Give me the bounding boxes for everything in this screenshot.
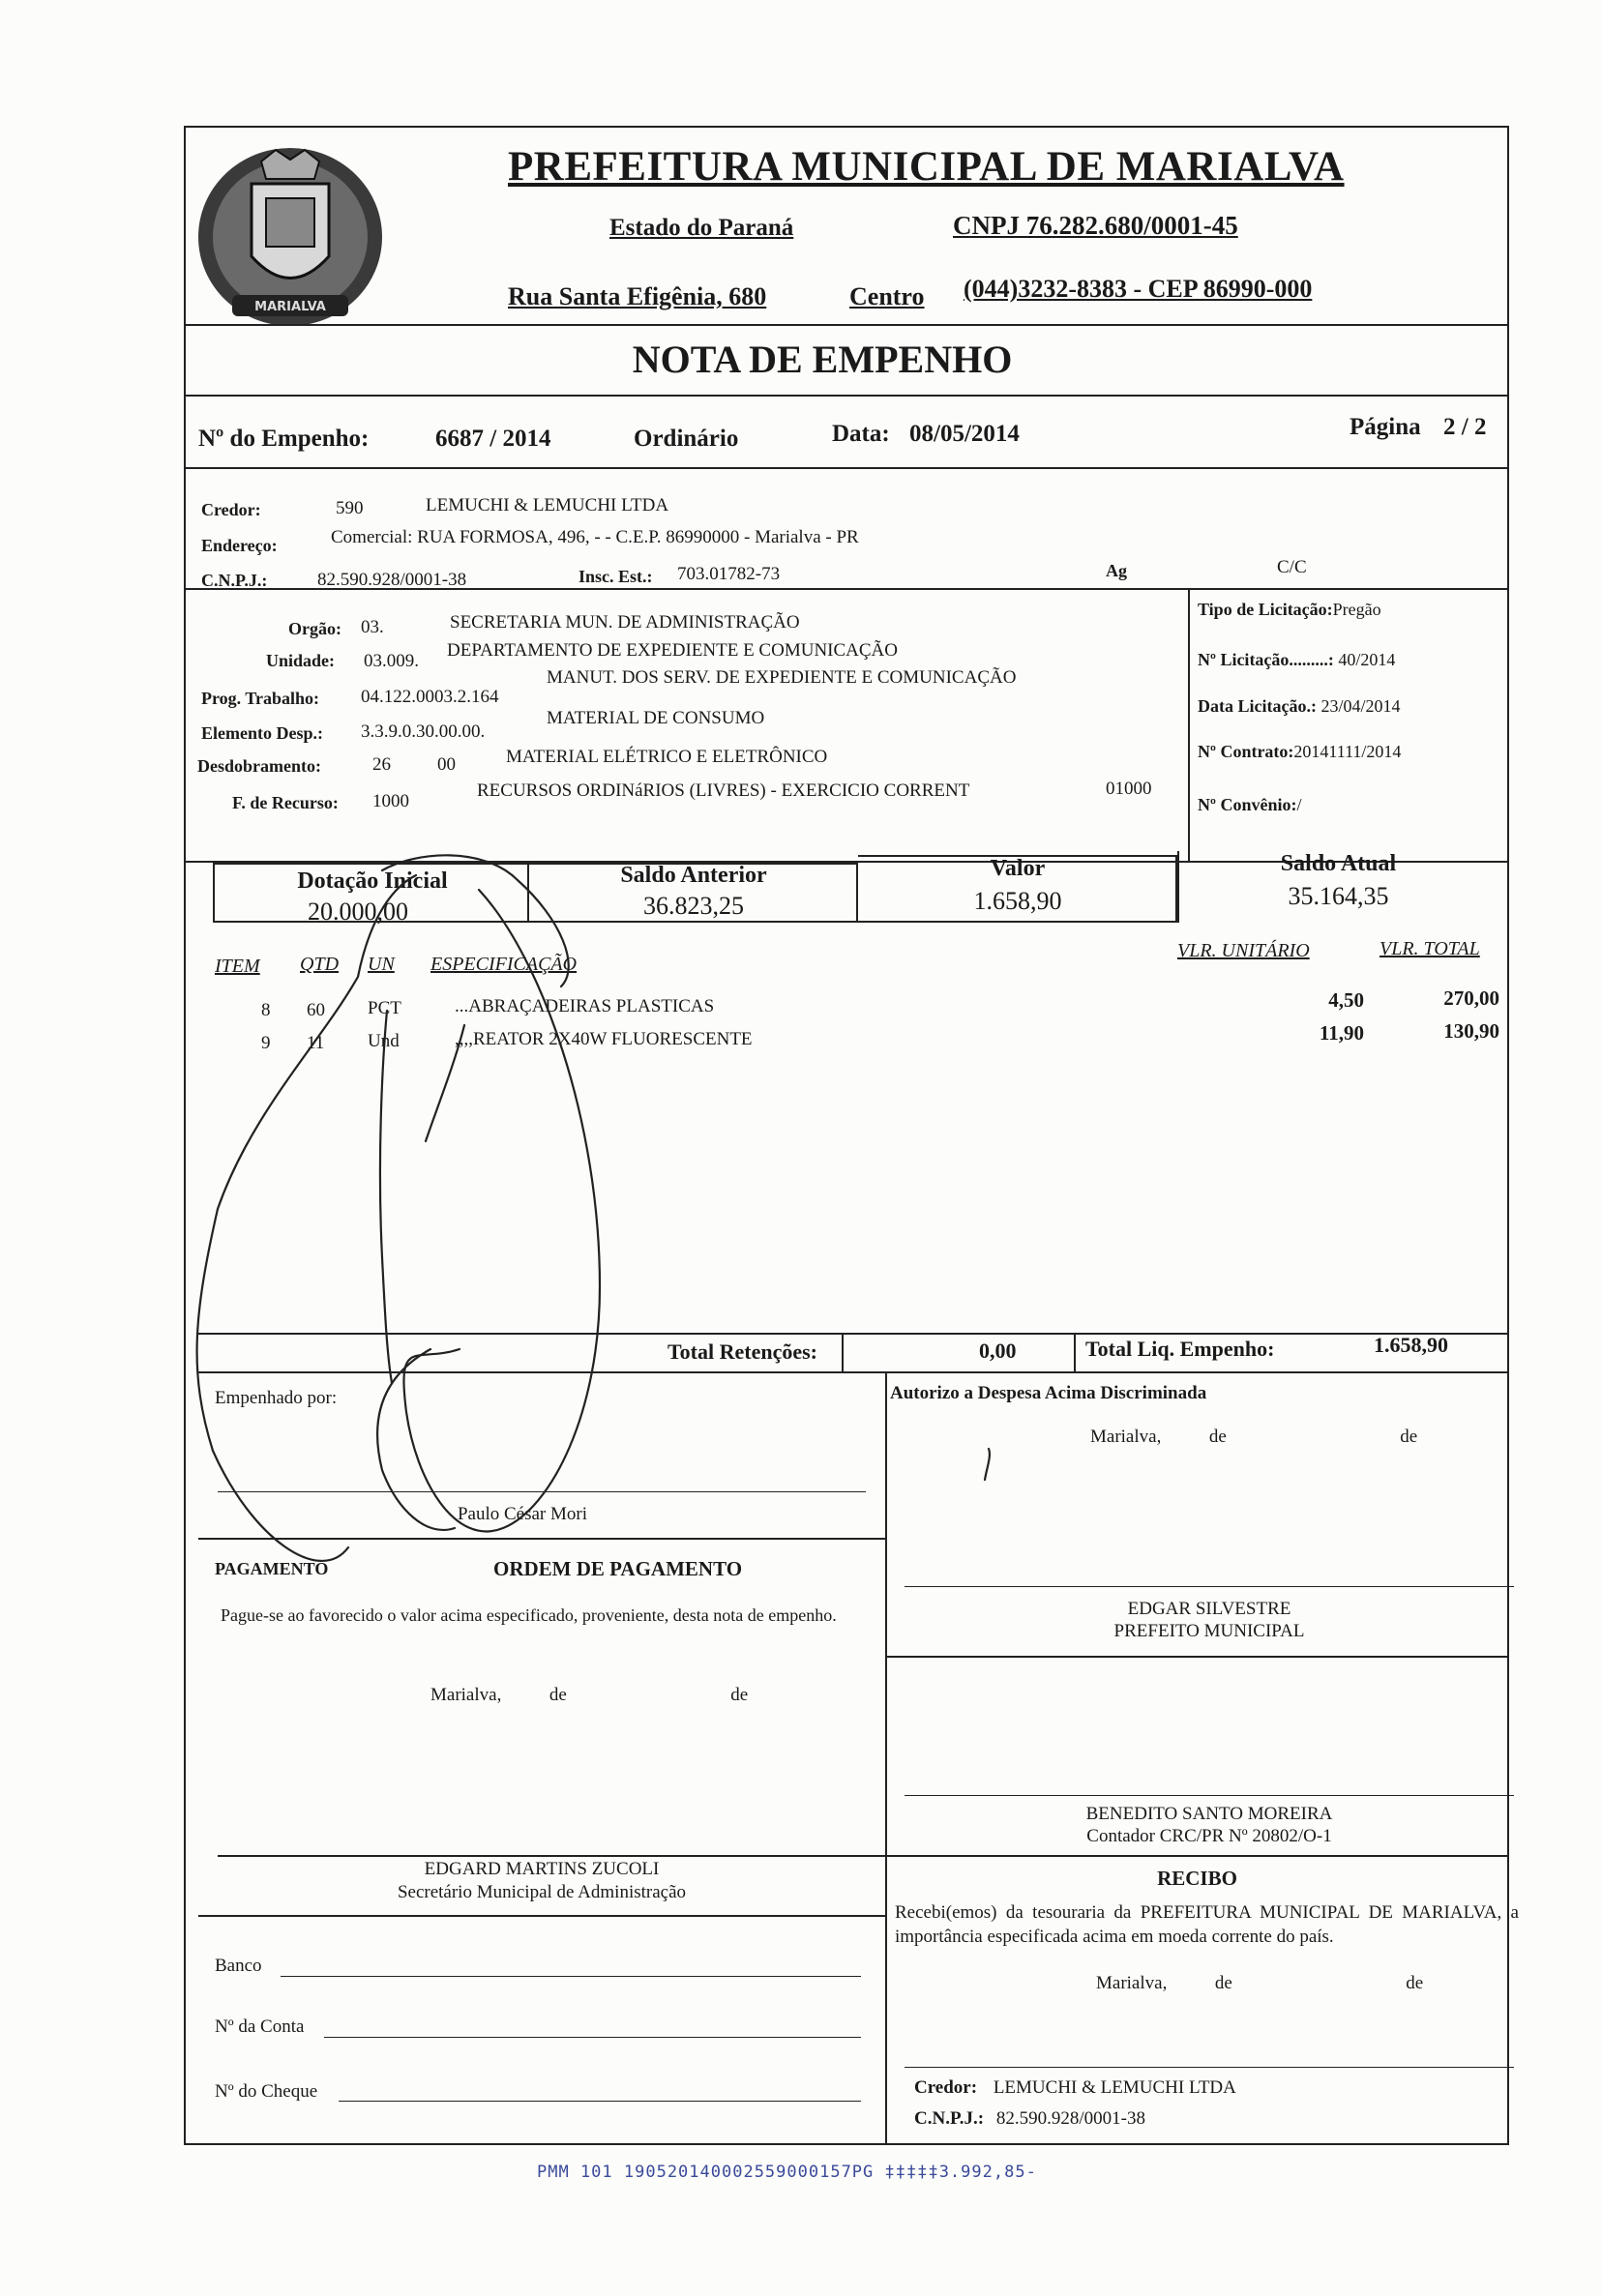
page-number: 2 / 2 bbox=[1443, 414, 1487, 440]
licitacao-convenio-value: / bbox=[1296, 795, 1302, 814]
item-unit-value: 4,50 bbox=[1328, 988, 1364, 1012]
secretario-title: Secretário Municipal de Administração bbox=[397, 1882, 687, 1902]
item-number: 9 bbox=[261, 1033, 271, 1053]
ordem-pagamento-label: ORDEM DE PAGAMENTO bbox=[493, 1557, 743, 1580]
header-cnpj: CNPJ 76.282.680/0001-45 bbox=[953, 211, 1238, 240]
header-state: Estado do Paraná bbox=[609, 215, 794, 241]
pague-text: Pague-se ao favorecido o valor acima especificado, proveniente, desta nota de empenho. bbox=[221, 1605, 837, 1625]
empenho-date: 08/05/2014 bbox=[909, 421, 1020, 447]
licitacao-data-value: 23/04/2014 bbox=[1320, 696, 1401, 716]
unidade-code: 03.009. bbox=[364, 651, 419, 671]
cheque-label: Nº do Cheque bbox=[215, 2081, 318, 2102]
col-item: ITEM bbox=[215, 956, 260, 977]
licitacao-num-label: Nº Licitação.........: bbox=[1198, 650, 1334, 669]
city-label: Marialva, bbox=[430, 1685, 502, 1705]
item-total-value: 130,90 bbox=[1443, 1019, 1499, 1043]
elemento-label: Elemento Desp.: bbox=[201, 723, 323, 743]
prog-label: Prog. Trabalho: bbox=[201, 689, 320, 708]
item-desc: ...ABRAÇADEIRAS PLASTICAS bbox=[455, 996, 715, 1016]
licitacao-contrato-value: 20141111/2014 bbox=[1293, 742, 1402, 761]
contador-name: BENEDITO SANTO MOREIRA bbox=[1085, 1804, 1333, 1824]
orgao-code: 03. bbox=[361, 617, 384, 637]
recibo-label: RECIBO bbox=[1157, 1867, 1237, 1890]
item-unit-value: 11,90 bbox=[1319, 1021, 1364, 1045]
valor-value: 1.658,90 bbox=[973, 887, 1062, 915]
recibo-cnpj bbox=[914, 2108, 1145, 2130]
item-qtd: 11 bbox=[307, 1033, 325, 1053]
secretario-name: EDGARD MARTINS ZUCOLI bbox=[424, 1859, 660, 1879]
empenho-date-label: Data: bbox=[832, 421, 890, 447]
document-title: NOTA DE EMPENHO bbox=[632, 338, 1013, 381]
licitacao-data-label: Data Licitação.: bbox=[1198, 696, 1317, 716]
ie-value: 703.01782-73 bbox=[677, 564, 781, 584]
prog-name: MANUT. DOS SERV. DE EXPEDIENTE E COMUNICAÇÃO bbox=[547, 667, 1017, 688]
item-qtd: 60 bbox=[307, 1000, 325, 1020]
prefeito-name: EDGAR SILVESTRE bbox=[1127, 1599, 1291, 1619]
col-vlr-unitario: VLR. UNITÁRIO bbox=[1177, 940, 1310, 961]
de-label: de bbox=[1400, 1427, 1418, 1447]
desdobramento-a: 26 bbox=[372, 754, 391, 775]
col-qtd: QTD bbox=[300, 954, 340, 975]
conta-label: Nº da Conta bbox=[215, 2016, 305, 2037]
recurso-name: RECURSOS ORDINáRIOS (LIVRES) - EXERCICIO CORRENT bbox=[477, 780, 970, 801]
contador-title: Contador CRC/PR Nº 20802/O-1 bbox=[1086, 1826, 1332, 1846]
orgao-label: Orgão: bbox=[288, 619, 341, 638]
retencoes-value: 0,00 bbox=[979, 1339, 1017, 1363]
dotacao-inicial-value: 20.000,00 bbox=[308, 898, 408, 926]
credor-label: Credor: bbox=[201, 500, 261, 519]
credor-code: 590 bbox=[336, 498, 364, 518]
cc-label: C/C bbox=[1277, 557, 1307, 577]
autorizo-text: Autorizo a Despesa Acima Discriminada bbox=[890, 1383, 1207, 1403]
recurso-label: F. de Recurso: bbox=[232, 793, 339, 812]
orgao-name: SECRETARIA MUN. DE ADMINISTRAÇÃO bbox=[450, 612, 800, 633]
de-label: de bbox=[1214, 1973, 1232, 1993]
cnpj-value: 82.590.928/0001-38 bbox=[317, 570, 467, 590]
licitacao-contrato-label: Nº Contrato: bbox=[1198, 742, 1294, 761]
licitacao-convenio bbox=[1198, 795, 1301, 815]
item-number: 8 bbox=[261, 1000, 271, 1020]
item-un: Und bbox=[368, 1031, 400, 1051]
licitacao-convenio-label: Nº Convênio: bbox=[1198, 795, 1297, 814]
pagamento-label: PAGAMENTO bbox=[215, 1559, 329, 1578]
saldo-anterior-value: 36.823,25 bbox=[643, 892, 744, 920]
recibo-date bbox=[1096, 1973, 1423, 1994]
recurso-extra: 01000 bbox=[1106, 779, 1152, 799]
de-label: de bbox=[730, 1685, 749, 1705]
desdobramento-b: 00 bbox=[437, 754, 456, 775]
recibo-cnpj-value: 82.590.928/0001-38 bbox=[995, 2108, 1145, 2129]
saldo-anterior-label: Saldo Anterior bbox=[620, 863, 767, 888]
de-label: de bbox=[1406, 1973, 1424, 1993]
recibo-credor bbox=[914, 2077, 1236, 2099]
header-phone-cep: (044)3232-8383 - CEP 86990-000 bbox=[964, 275, 1313, 303]
svg-text:MARIALVA: MARIALVA bbox=[254, 300, 326, 314]
prefeito-title: PREFEITO MUNICIPAL bbox=[1113, 1621, 1305, 1641]
desdobramento-name: MATERIAL ELÉTRICO E ELETRÔNICO bbox=[506, 747, 828, 767]
city-label: Marialva, bbox=[1096, 1973, 1168, 1993]
credor-name: LEMUCHI & LEMUCHI LTDA bbox=[426, 495, 669, 515]
de-label: de bbox=[1208, 1427, 1227, 1447]
saldo-atual-label: Saldo Atual bbox=[1280, 851, 1397, 876]
city-label: Marialva, bbox=[1090, 1427, 1162, 1447]
recurso-code: 1000 bbox=[372, 791, 409, 811]
header-street: Rua Santa Efigênia, 680 bbox=[508, 282, 767, 310]
unidade-name: DEPARTAMENTO DE EXPEDIENTE E COMUNICAÇÃO bbox=[447, 640, 899, 661]
prog-code: 04.122.0003.2.164 bbox=[361, 687, 499, 707]
licitacao-num-value: 40/2014 bbox=[1338, 650, 1396, 669]
item-total-value: 270,00 bbox=[1443, 986, 1499, 1010]
header-district: Centro bbox=[849, 282, 925, 310]
cnpj-label: C.N.P.J.: bbox=[201, 571, 268, 590]
item-un: PCT bbox=[368, 998, 401, 1018]
recibo-credor-name: LEMUCHI & LEMUCHI LTDA bbox=[993, 2077, 1236, 2098]
unidade-label: Unidade: bbox=[266, 651, 336, 670]
licitacao-data bbox=[1198, 696, 1400, 717]
valor-label: Valor bbox=[990, 856, 1046, 881]
licitacao-num bbox=[1198, 650, 1395, 670]
elemento-code: 3.3.9.0.30.00.00. bbox=[361, 721, 486, 742]
empenhado-por-name: Paulo César Mori bbox=[457, 1504, 588, 1524]
de-label: de bbox=[549, 1685, 567, 1705]
licitacao-contrato bbox=[1198, 742, 1401, 762]
recibo-cnpj-label: C.N.P.J.: bbox=[914, 2108, 985, 2129]
col-vlr-total: VLR. TOTAL bbox=[1380, 938, 1480, 959]
liq-value: 1.658,90 bbox=[1374, 1333, 1448, 1357]
retencoes-label: Total Retenções: bbox=[668, 1339, 817, 1364]
footer-stamp: PMM 101 190520140002559000157PG ‡‡‡‡‡3.992,85- bbox=[537, 2163, 1037, 2182]
dotacao-inicial-label: Dotação Inicial bbox=[297, 868, 448, 894]
city-coat-of-arms bbox=[193, 140, 387, 339]
address-label: Endereço: bbox=[201, 536, 278, 555]
licitacao-tipo bbox=[1198, 600, 1381, 620]
empenho-number: 6687 / 2014 bbox=[435, 426, 551, 452]
page-label: Página bbox=[1350, 414, 1421, 440]
saldo-atual-value: 35.164,35 bbox=[1288, 882, 1389, 910]
table-row bbox=[184, 1019, 1509, 1064]
liq-label: Total Liq. Empenho: bbox=[1085, 1337, 1275, 1361]
col-un: UN bbox=[368, 954, 395, 975]
ag-label: Ag bbox=[1106, 561, 1127, 580]
header-title: PREFEITURA MUNICIPAL DE MARIALVA bbox=[508, 144, 1345, 190]
recibo-text: Recebi(emos) da tesouraria da PREFEITURA MUNICIPAL DE MARIALVA, a importância especificada acima em moeda corrente do país. bbox=[895, 1902, 1519, 1947]
empenhado-por-label: Empenhado por: bbox=[215, 1388, 338, 1408]
elemento-name: MATERIAL DE CONSUMO bbox=[547, 708, 765, 728]
banco-label: Banco bbox=[215, 1956, 262, 1976]
autorizo-date bbox=[1090, 1427, 1417, 1448]
licitacao-tipo-value: Pregão bbox=[1332, 600, 1381, 619]
licitacao-tipo-label: Tipo de Licitação: bbox=[1198, 600, 1333, 619]
pagamento-date bbox=[430, 1685, 748, 1706]
desdobramento-label: Desdobramento: bbox=[197, 756, 321, 776]
item-desc: ,,,,REATOR 2X40W FLUORESCENTE bbox=[455, 1029, 753, 1049]
address-value: Comercial: RUA FORMOSA, 496, - - C.E.P. 86990000 - Marialva - PR bbox=[331, 527, 859, 547]
recibo-credor-label: Credor: bbox=[914, 2077, 978, 2098]
empenho-number-label: Nº do Empenho: bbox=[198, 426, 370, 452]
col-especificacao: ESPECIFICAÇÃO bbox=[430, 954, 578, 975]
empenho-type: Ordinário bbox=[634, 426, 739, 452]
ie-label: Insc. Est.: bbox=[578, 567, 653, 586]
